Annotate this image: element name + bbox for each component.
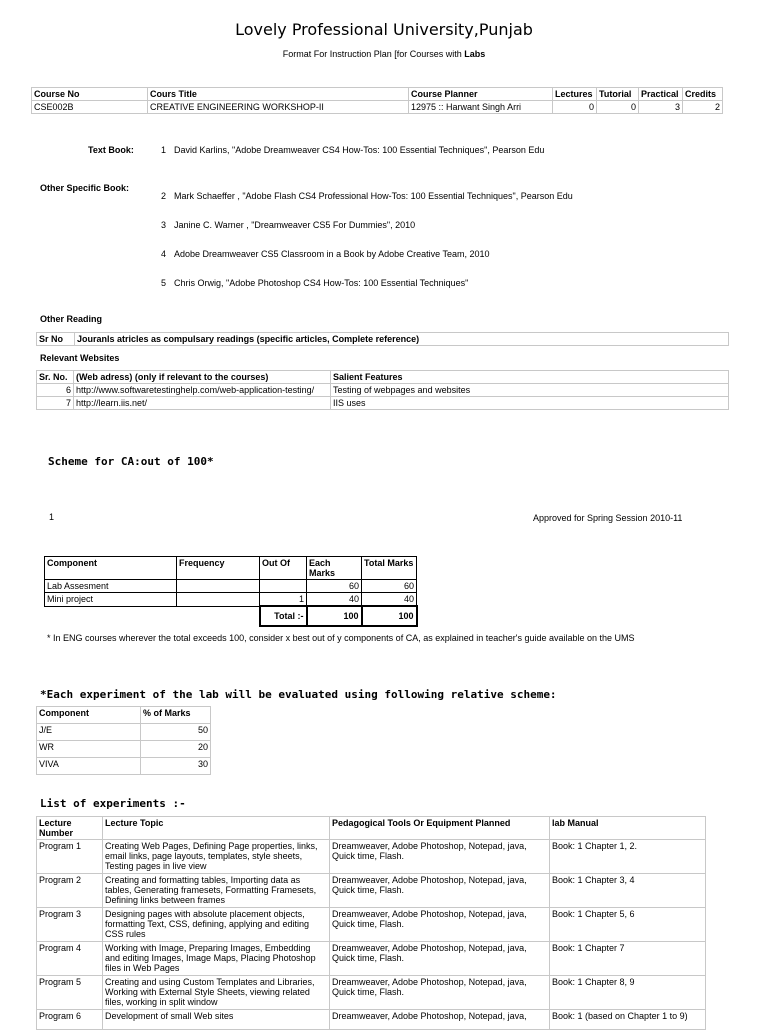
experiment-manual: Book: 1 Chapter 1, 2. — [550, 840, 706, 874]
websites-header-srno: Sr. No. — [37, 371, 74, 384]
header-lectures: Lectures — [553, 88, 597, 101]
experiment-number: Program 1 — [37, 840, 103, 874]
experiments-header-manual: lab Manual — [550, 817, 706, 840]
page-number: 1 — [49, 512, 55, 522]
experiments-header-topic: Lecture Topic — [103, 817, 330, 840]
ca-outof: 1 — [260, 593, 307, 607]
website-feature: Testing of webpages and websites — [331, 384, 729, 397]
ca-header-frequency: Frequency — [177, 557, 260, 580]
practical-value: 3 — [639, 101, 683, 114]
header-course-planner: Course Planner — [409, 88, 553, 101]
course-title: CREATIVE ENGINEERING WORKSHOP-II — [148, 101, 409, 114]
experiment-manual: Book: 1 Chapter 8, 9 — [550, 976, 706, 1010]
website-url[interactable]: http://www.softwaretestinghelp.com/web-application-testing/ — [74, 384, 331, 397]
experiment-tools: Dreamweaver, Adobe Photoshop, Notepad, java, Quick time, Flash. — [330, 840, 550, 874]
university-title: Lovely Professional University,Punjab — [235, 20, 533, 39]
experiment-topic: Designing pages with absolute placement objects, formatting Text, CSS, defining, applying and editing CSS rules — [103, 908, 330, 942]
table-row — [45, 580, 417, 593]
website-url[interactable]: http://learn.iis.net/ — [74, 397, 331, 410]
relative-component: WR — [37, 741, 141, 758]
experiments-header-tools: Pedagogical Tools Or Equipment Planned — [330, 817, 550, 840]
ca-header-outof: Out Of — [260, 557, 307, 580]
header-course-title: Cours Title — [148, 88, 409, 101]
table-row — [37, 942, 706, 976]
relative-scheme-title: *Each experiment of the lab will be evaluated using following relative scheme: — [40, 688, 557, 701]
ca-header-each: Each Marks — [307, 557, 362, 580]
ca-frequency — [177, 593, 260, 607]
relative-marks: 50 — [141, 724, 211, 741]
relative-component: J/E — [37, 724, 141, 741]
table-row — [37, 758, 211, 775]
other-book-num: 3 — [161, 220, 167, 230]
experiment-topic: Creating and using Custom Templates and Libraries, Working with External Style Sheets, viewing related files, working in split window — [103, 976, 330, 1010]
relative-marks: 20 — [141, 741, 211, 758]
ca-component: Lab Assesment — [45, 580, 177, 593]
relative-header-component: Component — [37, 707, 141, 724]
experiment-number: Program 4 — [37, 942, 103, 976]
table-row — [37, 908, 706, 942]
ca-outof — [260, 580, 307, 593]
ca-table — [44, 556, 418, 627]
experiment-tools: Dreamweaver, Adobe Photoshop, Notepad, java, Quick time, Flash. — [330, 874, 550, 908]
experiment-topic: Development of small Web sites — [103, 1010, 330, 1030]
ca-total: 40 — [362, 593, 417, 607]
website-feature: IIS uses — [331, 397, 729, 410]
course-planner: 12975 :: Harwant Singh Arri — [409, 101, 553, 114]
experiments-header-number: Lecture Number — [37, 817, 103, 840]
other-book-item: Janine C. Warner , "Dreamweaver CS5 For Dummies", 2010 — [174, 220, 416, 230]
other-book-item: Mark Schaeffer , "Adobe Flash CS4 Professional How-Tos: 100 Essential Techniques", Pearson Edu — [174, 191, 573, 201]
websites-label: Relevant Websites — [40, 353, 120, 363]
ca-total-label: Total :- — [260, 606, 307, 626]
ca-header-total: Total Marks — [362, 557, 417, 580]
experiment-number: Program 6 — [37, 1010, 103, 1030]
other-book-num: 5 — [161, 278, 167, 288]
other-reading-desc: Jouranls atricles as compulsary readings (specific articles, Complete reference) — [75, 333, 729, 346]
other-reading-label: Other Reading — [40, 314, 103, 324]
ca-total: 60 — [362, 580, 417, 593]
website-srno: 7 — [37, 397, 74, 410]
experiment-tools: Dreamweaver, Adobe Photoshop, Notepad, java, Quick time, Flash. — [330, 976, 550, 1010]
text-book-item: David Karlins, "Adobe Dreamweaver CS4 How-Tos: 100 Essential Techniques", Pearson Edu — [174, 145, 545, 155]
ca-component: Mini project — [45, 593, 177, 607]
other-book-num: 4 — [161, 249, 167, 259]
table-row — [37, 724, 211, 741]
other-book-label: Other Specific Book: — [40, 183, 130, 193]
relative-marks: 30 — [141, 758, 211, 775]
table-row — [37, 741, 211, 758]
website-srno: 6 — [37, 384, 74, 397]
table-row — [37, 1010, 706, 1030]
websites-table — [36, 370, 729, 410]
table-row — [37, 397, 729, 410]
ca-total-total: 100 — [362, 606, 417, 626]
table-row — [37, 976, 706, 1010]
course-info-table — [31, 87, 723, 114]
experiment-manual: Book: 1 Chapter 5, 6 — [550, 908, 706, 942]
text-book-label: Text Book: — [88, 145, 134, 155]
other-reading-sr: Sr No — [37, 333, 75, 346]
experiment-number: Program 2 — [37, 874, 103, 908]
table-row — [45, 593, 417, 607]
header-tutorial: Tutorial — [597, 88, 639, 101]
websites-header-features: Salient Features — [331, 371, 729, 384]
subtitle-labs: Labs — [464, 49, 486, 59]
text-book-item-num: 1 — [161, 145, 167, 155]
experiment-topic: Creating Web Pages, Defining Page properties, links, email links, page layouts, templates, style sheets, Testing pages in live view — [103, 840, 330, 874]
experiment-manual: Book: 1 (based on Chapter 1 to 9) — [550, 1010, 706, 1030]
format-subtitle — [0, 49, 768, 59]
ca-header-component: Component — [45, 557, 177, 580]
approved-session: Approved for Spring Session 2010-11 — [533, 513, 683, 523]
experiments-title: List of experiments :- — [40, 797, 186, 810]
websites-header-url: (Web adress) (only if relevant to the courses) — [74, 371, 331, 384]
experiments-table — [36, 816, 706, 1030]
header-course-no: Course No — [32, 88, 148, 101]
other-book-num: 2 — [161, 191, 167, 201]
experiment-topic: Working with Image, Preparing Images, Embedding and editing Images, Image Maps, Placing Photoshop files in Web Pages — [103, 942, 330, 976]
ca-each: 40 — [307, 593, 362, 607]
relative-component: VIVA — [37, 758, 141, 775]
ca-total-row — [45, 606, 417, 626]
ca-total-each: 100 — [307, 606, 362, 626]
ca-frequency — [177, 580, 260, 593]
header-credits: Credits — [683, 88, 723, 101]
experiment-manual: Book: 1 Chapter 3, 4 — [550, 874, 706, 908]
experiment-manual: Book: 1 Chapter 7 — [550, 942, 706, 976]
ca-each: 60 — [307, 580, 362, 593]
other-book-item: Adobe Dreamweaver CS5 Classroom in a Book by Adobe Creative Team, 2010 — [174, 249, 490, 259]
course-no: CSE002B — [32, 101, 148, 114]
header-practical: Practical — [639, 88, 683, 101]
experiment-number: Program 5 — [37, 976, 103, 1010]
table-row — [37, 840, 706, 874]
other-reading-table — [36, 332, 729, 346]
table-row — [37, 874, 706, 908]
relative-scheme-table — [36, 706, 211, 775]
experiment-tools: Dreamweaver, Adobe Photoshop, Notepad, java, — [330, 1010, 550, 1030]
other-book-item: Chris Orwig, "Adobe Photoshop CS4 How-Tos: 100 Essential Techniques" — [174, 278, 469, 288]
scheme-title: Scheme for CA:out of 100* — [48, 455, 214, 468]
experiment-tools: Dreamweaver, Adobe Photoshop, Notepad, java, Quick time, Flash. — [330, 942, 550, 976]
subtitle-prefix: Format For Instruction Plan [for Courses with — [282, 49, 465, 59]
experiment-number: Program 3 — [37, 908, 103, 942]
table-row — [37, 384, 729, 397]
tutorial-value: 0 — [597, 101, 639, 114]
experiment-tools: Dreamweaver, Adobe Photoshop, Notepad, java, Quick time, Flash. — [330, 908, 550, 942]
experiment-topic: Creating and formatting tables, Importing data as tables, Generating framesets, Formatting Framesets, Defining links between frames — [103, 874, 330, 908]
relative-header-marks: % of Marks — [141, 707, 211, 724]
lectures-value: 0 — [553, 101, 597, 114]
credits-value: 2 — [683, 101, 723, 114]
ca-note: * In ENG courses wherever the total exceeds 100, consider x best out of y components of CA, as explained in teacher's guide available on the UMS — [47, 633, 635, 643]
